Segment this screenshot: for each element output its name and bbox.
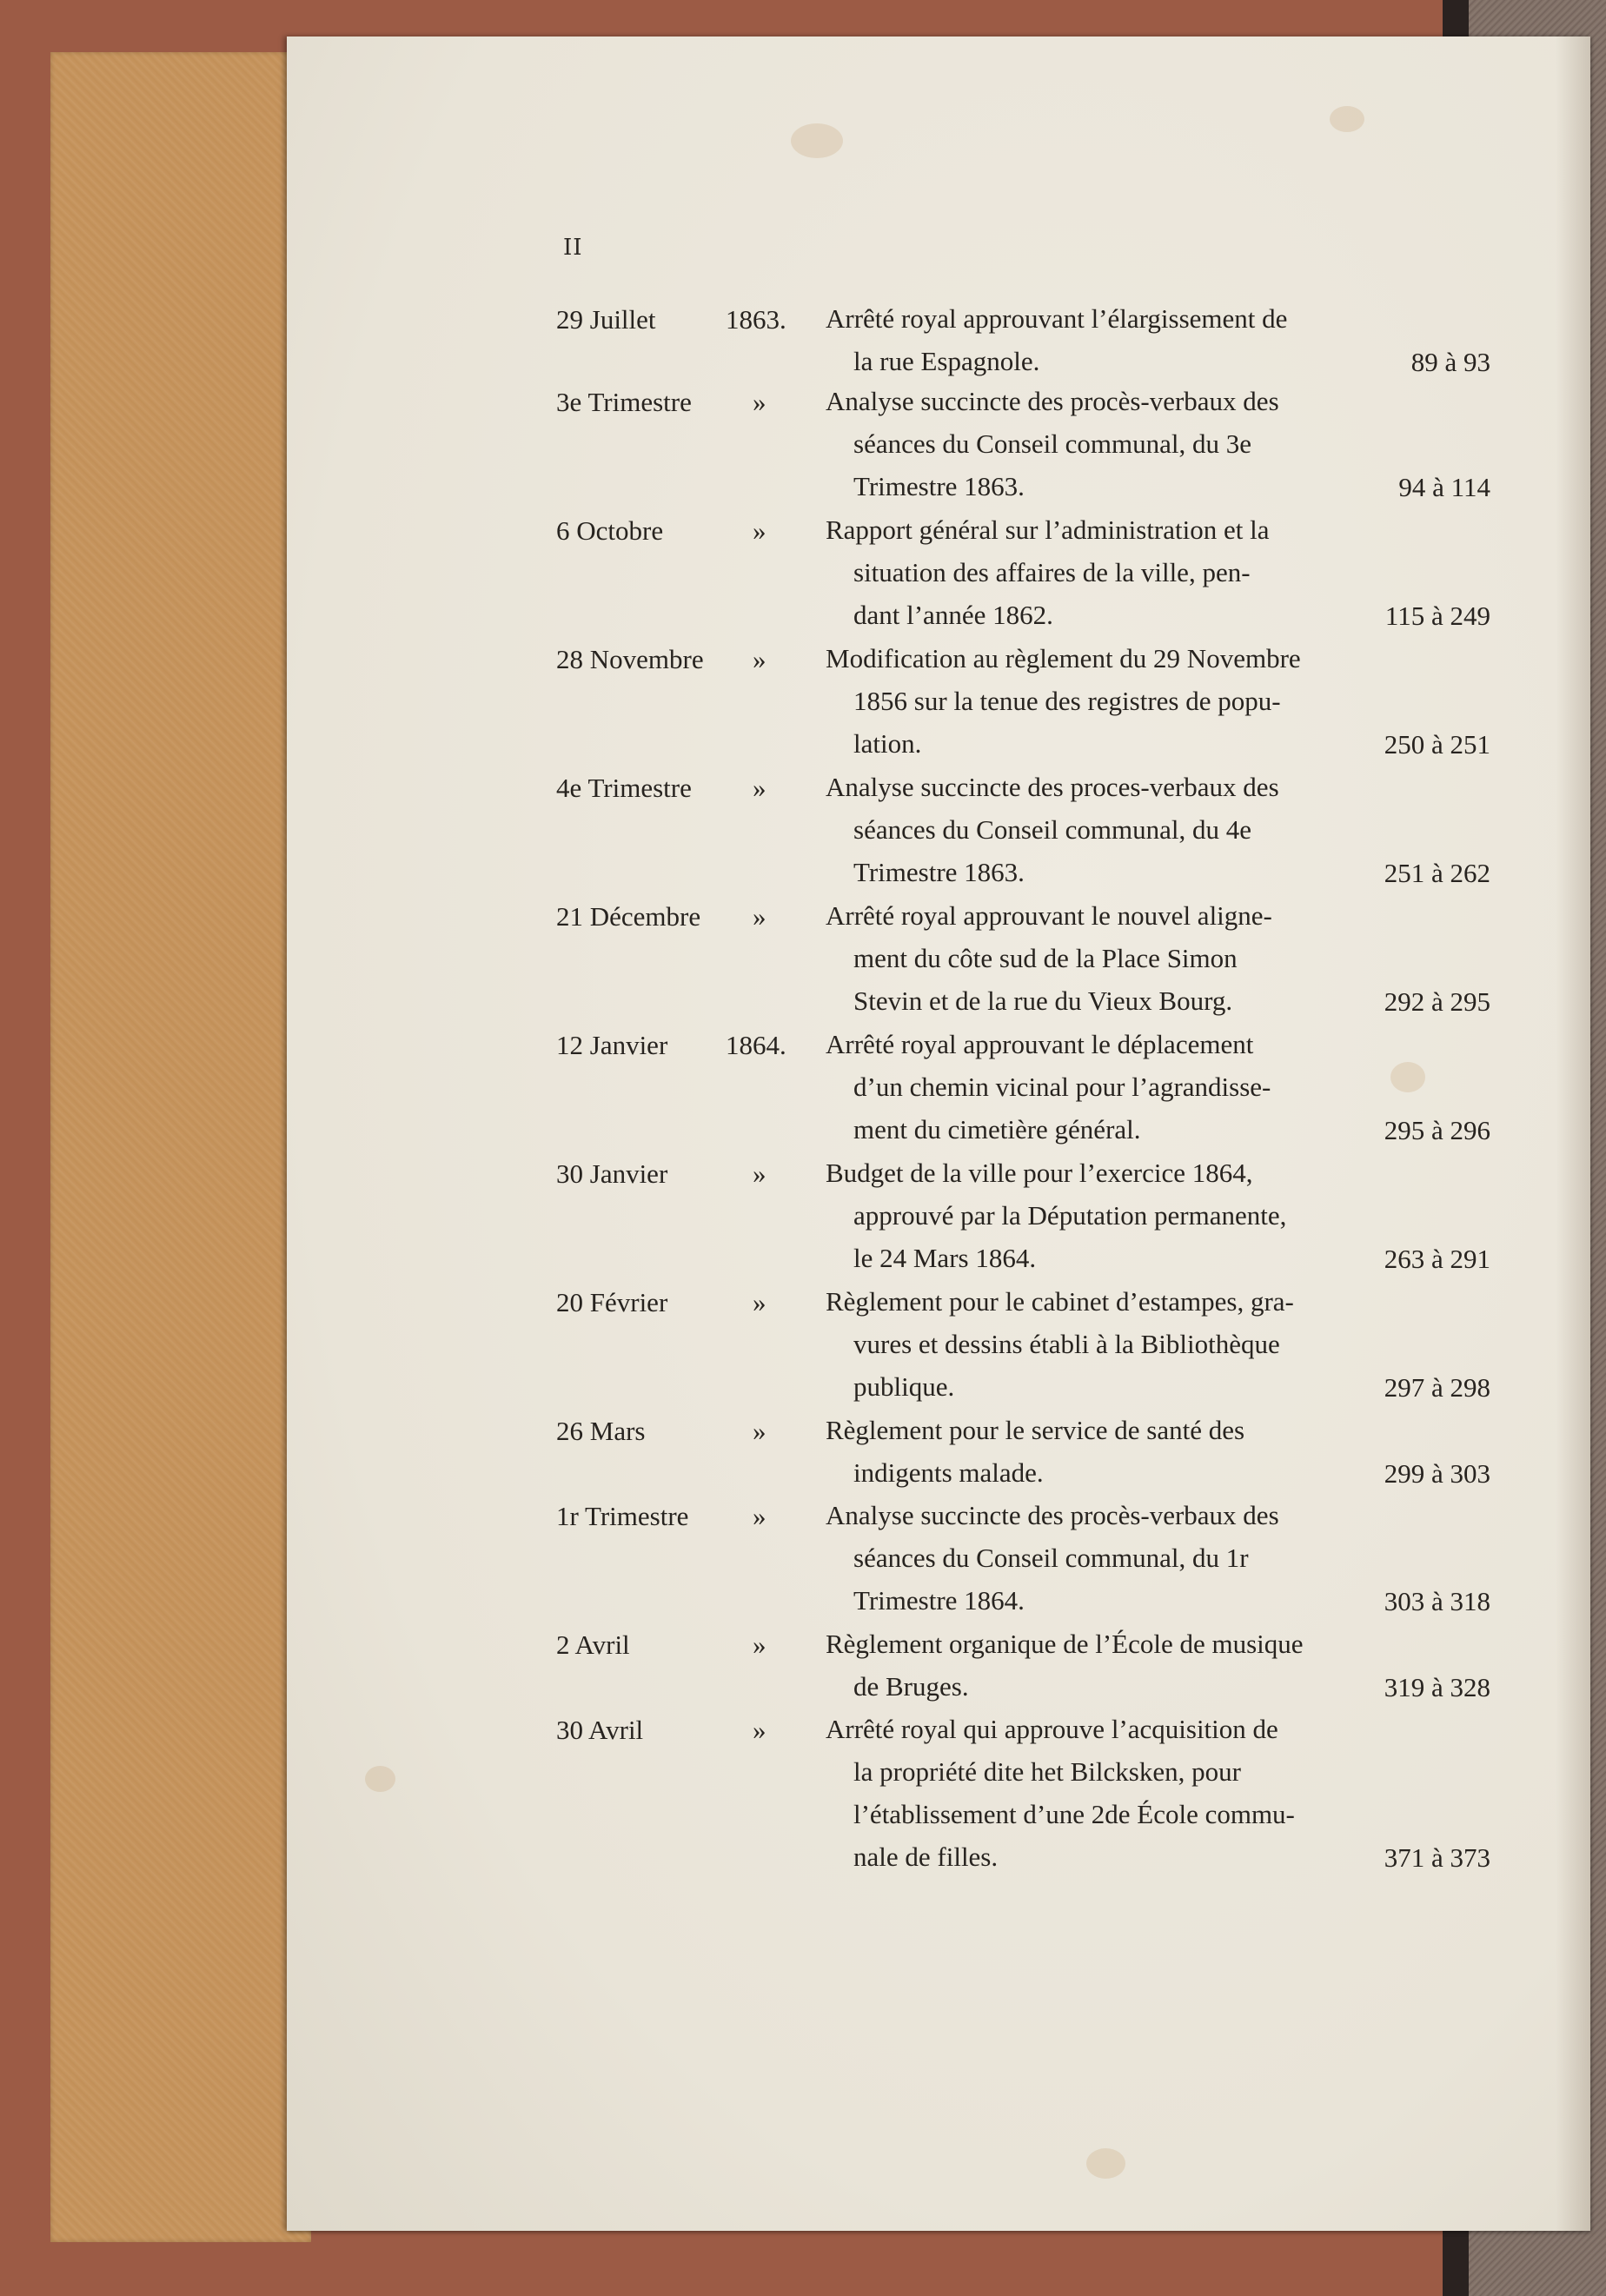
entry-description-line: d’un chemin vicinal pour l’agrandisse- (853, 1072, 1271, 1102)
entry-page-range: 250 à 251 (1384, 729, 1490, 760)
entry-year: » (753, 644, 766, 674)
entry-page-range: 371 à 373 (1384, 1842, 1490, 1873)
entry-date: 26 Mars (556, 1416, 646, 1446)
entry-description-line: approuvé par la Députation permanente, (853, 1200, 1287, 1231)
entry-description-line: 1856 sur la tenue des registres de popu- (853, 686, 1281, 716)
entry-description-line: Arrêté royal approuvant le nouvel aligne- (826, 900, 1272, 931)
entry-description (826, 894, 1347, 1022)
entry-description-line: Analyse succincte des proces-verbaux des (826, 772, 1279, 802)
entry-description-line: Arrêté royal approuvant l’élargissement de (826, 303, 1288, 334)
entry-description-line: de Bruges. (853, 1671, 969, 1702)
entry-description (826, 766, 1347, 893)
entry-description-line: publique. (853, 1371, 955, 1402)
entry-description (826, 1151, 1347, 1279)
entry-description-line: la propriété dite het Bilcksken, pour (853, 1756, 1241, 1787)
entry-description (826, 508, 1347, 636)
entry-description (826, 380, 1347, 508)
entry-year: » (753, 1501, 766, 1531)
entry-year: » (753, 773, 766, 803)
entry-page-range: 319 à 328 (1384, 1672, 1490, 1702)
page-number: II (563, 235, 583, 261)
entry-description-line: Modification au règlement du 29 Novembre (826, 643, 1301, 674)
entry-description-line: ment du côte sud de la Place Simon (853, 943, 1238, 973)
entry-year: » (753, 1629, 766, 1660)
entry-year: » (753, 1715, 766, 1745)
entry-year: 1863. (726, 304, 786, 335)
entry-description-line: Rapport général sur l’administration et la (826, 514, 1270, 545)
entry-date: 21 Décembre (556, 901, 701, 932)
entry-date: 6 Octobre (556, 515, 664, 546)
entry-date: 30 Janvier (556, 1158, 668, 1189)
entry-description-line: Trimestre 1864. (853, 1585, 1025, 1616)
foxing-spot (1390, 1062, 1425, 1092)
entry-description (826, 637, 1347, 765)
entry-year: 1864. (726, 1030, 786, 1060)
entry-description-line: situation des affaires de la ville, pen- (853, 557, 1251, 587)
entry-page-range: 292 à 295 (1384, 986, 1490, 1017)
foxing-spot (365, 1766, 395, 1792)
entry-description-line: Analyse succincte des procès-verbaux des (826, 1500, 1279, 1530)
entry-description (826, 1409, 1347, 1494)
entry-page-range: 115 à 249 (1384, 601, 1490, 631)
entry-description-line: l’établissement d’une 2de École commu- (853, 1799, 1295, 1829)
endpaper (50, 52, 311, 2242)
entry-description-line: Arrêté royal qui approuve l’acquisition de (826, 1714, 1278, 1744)
entry-description-line: Règlement pour le service de santé des (826, 1415, 1245, 1445)
entry-description (826, 1622, 1347, 1708)
entry-description-line: Règlement pour le cabinet d’estampes, gra- (826, 1286, 1294, 1317)
entry-page-range: 297 à 298 (1384, 1372, 1490, 1403)
entry-description (826, 1023, 1347, 1151)
page-gutter-shadow (1556, 36, 1590, 2231)
entry-description-line: Trimestre 1863. (853, 471, 1025, 501)
entry-page-range: 251 à 262 (1384, 858, 1490, 888)
entry-description (826, 1280, 1347, 1408)
entry-description-line: Stevin et de la rue du Vieux Bourg. (853, 985, 1233, 1016)
entry-date: 3e Trimestre (556, 387, 692, 417)
foxing-spot (1086, 2148, 1125, 2179)
entry-description (826, 1494, 1347, 1622)
entry-description-line: nale de filles. (853, 1841, 999, 1872)
entry-description-line: Règlement organique de l’École de musique (826, 1629, 1304, 1659)
entry-date: 28 Novembre (556, 644, 704, 674)
entry-description-line: indigents malade. (853, 1457, 1044, 1488)
entry-description-line: dant l’année 1862. (853, 600, 1053, 630)
entry-description-line: lation. (853, 728, 922, 759)
entry-description-line: Budget de la ville pour l’exercice 1864, (826, 1158, 1253, 1188)
entry-description-line: vures et dessins établi à la Bibliothèque (853, 1329, 1280, 1359)
entry-year: » (753, 901, 766, 932)
entry-year: » (753, 1158, 766, 1189)
entry-date: 12 Janvier (556, 1030, 668, 1060)
entry-description-line: ment du cimetière général. (853, 1114, 1141, 1145)
entry-date: 29 Juillet (556, 304, 656, 335)
entry-description-line: Trimestre 1863. (853, 857, 1025, 887)
entry-date: 2 Avril (556, 1629, 630, 1660)
entry-description-line: Arrêté royal approuvant le déplacement (826, 1029, 1254, 1059)
entry-year: » (753, 515, 766, 546)
entry-description-line: le 24 Mars 1864. (853, 1243, 1037, 1273)
entry-page-range: 299 à 303 (1384, 1458, 1490, 1489)
entry-year: » (753, 1287, 766, 1317)
foxing-spot (791, 123, 843, 158)
entry-description-line: la rue Espagnole. (853, 346, 1040, 376)
entry-description-line: séances du Conseil communal, du 4e (853, 814, 1252, 845)
entry-date: 1r Trimestre (556, 1501, 689, 1531)
entry-description-line: séances du Conseil communal, du 3e (853, 428, 1252, 459)
entry-date: 4e Trimestre (556, 773, 692, 803)
entry-description (826, 297, 1347, 382)
entry-page-range: 94 à 114 (1398, 472, 1490, 502)
entry-year: » (753, 1416, 766, 1446)
entry-description-line: Analyse succincte des procès-verbaux des (826, 386, 1279, 416)
foxing-spot (1330, 106, 1364, 132)
entry-page-range: 89 à 93 (1410, 347, 1490, 377)
entry-page-range: 303 à 318 (1384, 1586, 1490, 1616)
entry-date: 20 Février (556, 1287, 668, 1317)
entry-year: » (753, 387, 766, 417)
entry-page-range: 263 à 291 (1384, 1244, 1490, 1274)
entry-description (826, 1708, 1347, 1878)
entry-description-line: séances du Conseil communal, du 1r (853, 1543, 1249, 1573)
entry-date: 30 Avril (556, 1715, 644, 1745)
entry-page-range: 295 à 296 (1384, 1115, 1490, 1145)
